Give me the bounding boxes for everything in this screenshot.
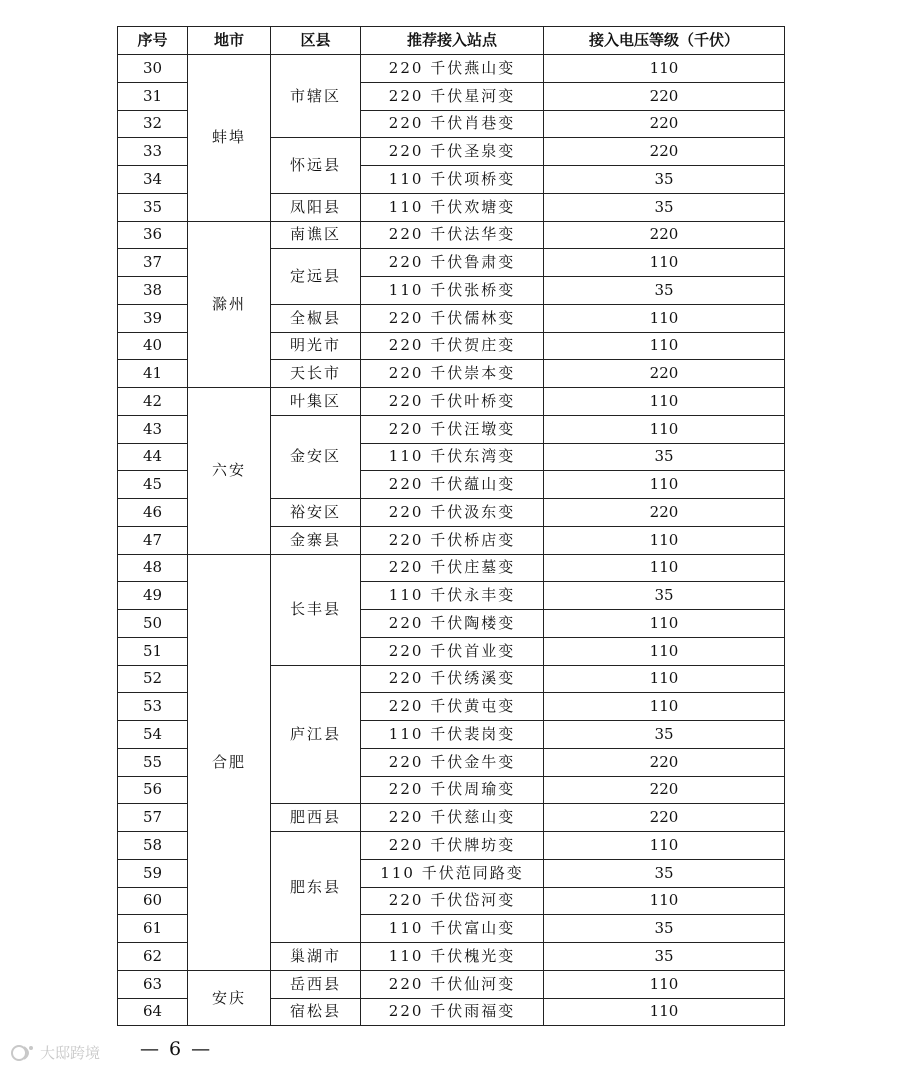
cell-voltage: 220 — [544, 748, 785, 776]
cell-station: 220 千伏岱河变 — [361, 887, 544, 915]
cell-station: 220 千伏叶桥变 — [361, 388, 544, 416]
cell-station: 110 千伏东湾变 — [361, 443, 544, 471]
cell-voltage: 110 — [544, 970, 785, 998]
cell-voltage: 220 — [544, 360, 785, 388]
cell-county: 庐江县 — [271, 665, 361, 804]
cell-voltage: 35 — [544, 582, 785, 610]
cell-county: 金安区 — [271, 415, 361, 498]
cell-city: 滁州 — [188, 221, 271, 388]
page-number: — 6 — — [140, 1038, 213, 1060]
cell-index: 55 — [118, 748, 188, 776]
cell-voltage: 35 — [544, 943, 785, 971]
cell-voltage: 220 — [544, 82, 785, 110]
cell-index: 58 — [118, 832, 188, 860]
cell-index: 33 — [118, 138, 188, 166]
cell-index: 43 — [118, 415, 188, 443]
cell-index: 34 — [118, 166, 188, 194]
cell-station: 110 千伏富山变 — [361, 915, 544, 943]
cell-station: 220 千伏雨福变 — [361, 998, 544, 1026]
cell-station: 220 千伏牌坊变 — [361, 832, 544, 860]
cell-index: 36 — [118, 221, 188, 249]
cell-voltage: 220 — [544, 804, 785, 832]
cell-index: 30 — [118, 55, 188, 83]
cell-voltage: 220 — [544, 776, 785, 804]
cell-station: 220 千伏蕴山变 — [361, 471, 544, 499]
cell-index: 40 — [118, 332, 188, 360]
table-row — [118, 970, 785, 998]
cell-voltage: 110 — [544, 554, 785, 582]
cell-station: 220 千伏绣溪变 — [361, 665, 544, 693]
cell-index: 46 — [118, 499, 188, 527]
cell-index: 52 — [118, 665, 188, 693]
cell-index: 45 — [118, 471, 188, 499]
cell-county: 裕安区 — [271, 499, 361, 527]
cell-index: 54 — [118, 721, 188, 749]
cell-station: 220 千伏燕山变 — [361, 55, 544, 83]
cell-station: 110 千伏裴岗变 — [361, 721, 544, 749]
cell-index: 56 — [118, 776, 188, 804]
header-index: 序号 — [118, 27, 188, 55]
watermark-text: 大邸跨境 — [40, 1044, 101, 1062]
cell-voltage: 110 — [544, 332, 785, 360]
cell-index: 49 — [118, 582, 188, 610]
cell-voltage: 35 — [544, 721, 785, 749]
cell-county: 南谯区 — [271, 221, 361, 249]
cell-county: 金寨县 — [271, 526, 361, 554]
cell-county: 肥西县 — [271, 804, 361, 832]
cell-index: 39 — [118, 304, 188, 332]
cell-county: 宿松县 — [271, 998, 361, 1026]
cell-station: 220 千伏慈山变 — [361, 804, 544, 832]
cell-voltage: 35 — [544, 443, 785, 471]
cell-station: 220 千伏桥店变 — [361, 526, 544, 554]
cell-voltage: 110 — [544, 304, 785, 332]
cell-station: 220 千伏法华变 — [361, 221, 544, 249]
cell-station: 220 千伏儒林变 — [361, 304, 544, 332]
cell-station: 220 千伏圣泉变 — [361, 138, 544, 166]
cell-index: 61 — [118, 915, 188, 943]
cell-station: 220 千伏肖巷变 — [361, 110, 544, 138]
cell-voltage: 110 — [544, 415, 785, 443]
cell-voltage: 110 — [544, 471, 785, 499]
cell-voltage: 220 — [544, 110, 785, 138]
header-city: 地市 — [188, 27, 271, 55]
cell-voltage: 110 — [544, 832, 785, 860]
cell-index: 42 — [118, 388, 188, 416]
logo-mark-icon — [10, 1043, 36, 1063]
cell-index: 47 — [118, 526, 188, 554]
header-county: 区县 — [271, 27, 361, 55]
cell-station: 220 千伏首业变 — [361, 637, 544, 665]
cell-station: 220 千伏鲁肃变 — [361, 249, 544, 277]
cell-index: 44 — [118, 443, 188, 471]
table-row — [118, 55, 785, 83]
header-station: 推荐接入站点 — [361, 27, 544, 55]
cell-county: 叶集区 — [271, 388, 361, 416]
cell-county: 全椒县 — [271, 304, 361, 332]
cell-index: 38 — [118, 277, 188, 305]
cell-station: 110 千伏范同路变 — [361, 859, 544, 887]
table-row — [118, 388, 785, 416]
cell-voltage: 220 — [544, 138, 785, 166]
cell-county: 岳西县 — [271, 970, 361, 998]
cell-voltage: 110 — [544, 249, 785, 277]
cell-voltage: 35 — [544, 277, 785, 305]
cell-station: 110 千伏永丰变 — [361, 582, 544, 610]
cell-station: 220 千伏汲东变 — [361, 499, 544, 527]
cell-county: 长丰县 — [271, 554, 361, 665]
cell-voltage: 110 — [544, 998, 785, 1026]
cell-voltage: 35 — [544, 166, 785, 194]
cell-station: 110 千伏槐光变 — [361, 943, 544, 971]
cell-station: 220 千伏星河变 — [361, 82, 544, 110]
cell-index: 62 — [118, 943, 188, 971]
cell-station: 220 千伏黄屯变 — [361, 693, 544, 721]
cell-index: 60 — [118, 887, 188, 915]
cell-station: 220 千伏仙河变 — [361, 970, 544, 998]
cell-city: 六安 — [188, 388, 271, 555]
cell-county: 天长市 — [271, 360, 361, 388]
cell-station: 110 千伏欢塘变 — [361, 193, 544, 221]
cell-station: 220 千伏庄墓变 — [361, 554, 544, 582]
cell-index: 63 — [118, 970, 188, 998]
cell-voltage: 110 — [544, 637, 785, 665]
station-table — [117, 26, 785, 1026]
cell-index: 50 — [118, 610, 188, 638]
cell-index: 32 — [118, 110, 188, 138]
cell-index: 37 — [118, 249, 188, 277]
cell-station: 220 千伏崇本变 — [361, 360, 544, 388]
table-body — [118, 55, 785, 1026]
cell-index: 64 — [118, 998, 188, 1026]
cell-voltage: 110 — [544, 665, 785, 693]
table-row — [118, 221, 785, 249]
cell-voltage: 220 — [544, 221, 785, 249]
cell-voltage: 110 — [544, 887, 785, 915]
cell-voltage: 110 — [544, 388, 785, 416]
cell-index: 53 — [118, 693, 188, 721]
cell-voltage: 110 — [544, 526, 785, 554]
cell-index: 31 — [118, 82, 188, 110]
cell-voltage: 35 — [544, 193, 785, 221]
cell-station: 220 千伏金牛变 — [361, 748, 544, 776]
cell-index: 48 — [118, 554, 188, 582]
cell-city: 安庆 — [188, 970, 271, 1026]
table-row — [118, 554, 785, 582]
cell-voltage: 220 — [544, 499, 785, 527]
cell-station: 220 千伏贺庄变 — [361, 332, 544, 360]
cell-index: 57 — [118, 804, 188, 832]
cell-voltage: 110 — [544, 610, 785, 638]
table-header-row — [118, 27, 785, 55]
cell-county: 怀远县 — [271, 138, 361, 194]
cell-station: 220 千伏汪墩变 — [361, 415, 544, 443]
cell-station: 220 千伏陶楼变 — [361, 610, 544, 638]
cell-county: 凤阳县 — [271, 193, 361, 221]
cell-index: 35 — [118, 193, 188, 221]
cell-voltage: 35 — [544, 915, 785, 943]
cell-index: 51 — [118, 637, 188, 665]
watermark — [10, 1042, 100, 1063]
cell-city: 蚌埠 — [188, 55, 271, 222]
cell-index: 59 — [118, 859, 188, 887]
cell-city: 合肥 — [188, 554, 271, 970]
cell-index: 41 — [118, 360, 188, 388]
cell-county: 肥东县 — [271, 832, 361, 943]
cell-station: 110 千伏项桥变 — [361, 166, 544, 194]
cell-county: 明光市 — [271, 332, 361, 360]
cell-station: 110 千伏张桥变 — [361, 277, 544, 305]
cell-county: 定远县 — [271, 249, 361, 305]
cell-voltage: 35 — [544, 859, 785, 887]
cell-county: 巢湖市 — [271, 943, 361, 971]
cell-county: 市辖区 — [271, 55, 361, 138]
header-voltage: 接入电压等级（千伏） — [544, 27, 785, 55]
cell-station: 220 千伏周瑜变 — [361, 776, 544, 804]
cell-voltage: 110 — [544, 55, 785, 83]
cell-voltage: 110 — [544, 693, 785, 721]
